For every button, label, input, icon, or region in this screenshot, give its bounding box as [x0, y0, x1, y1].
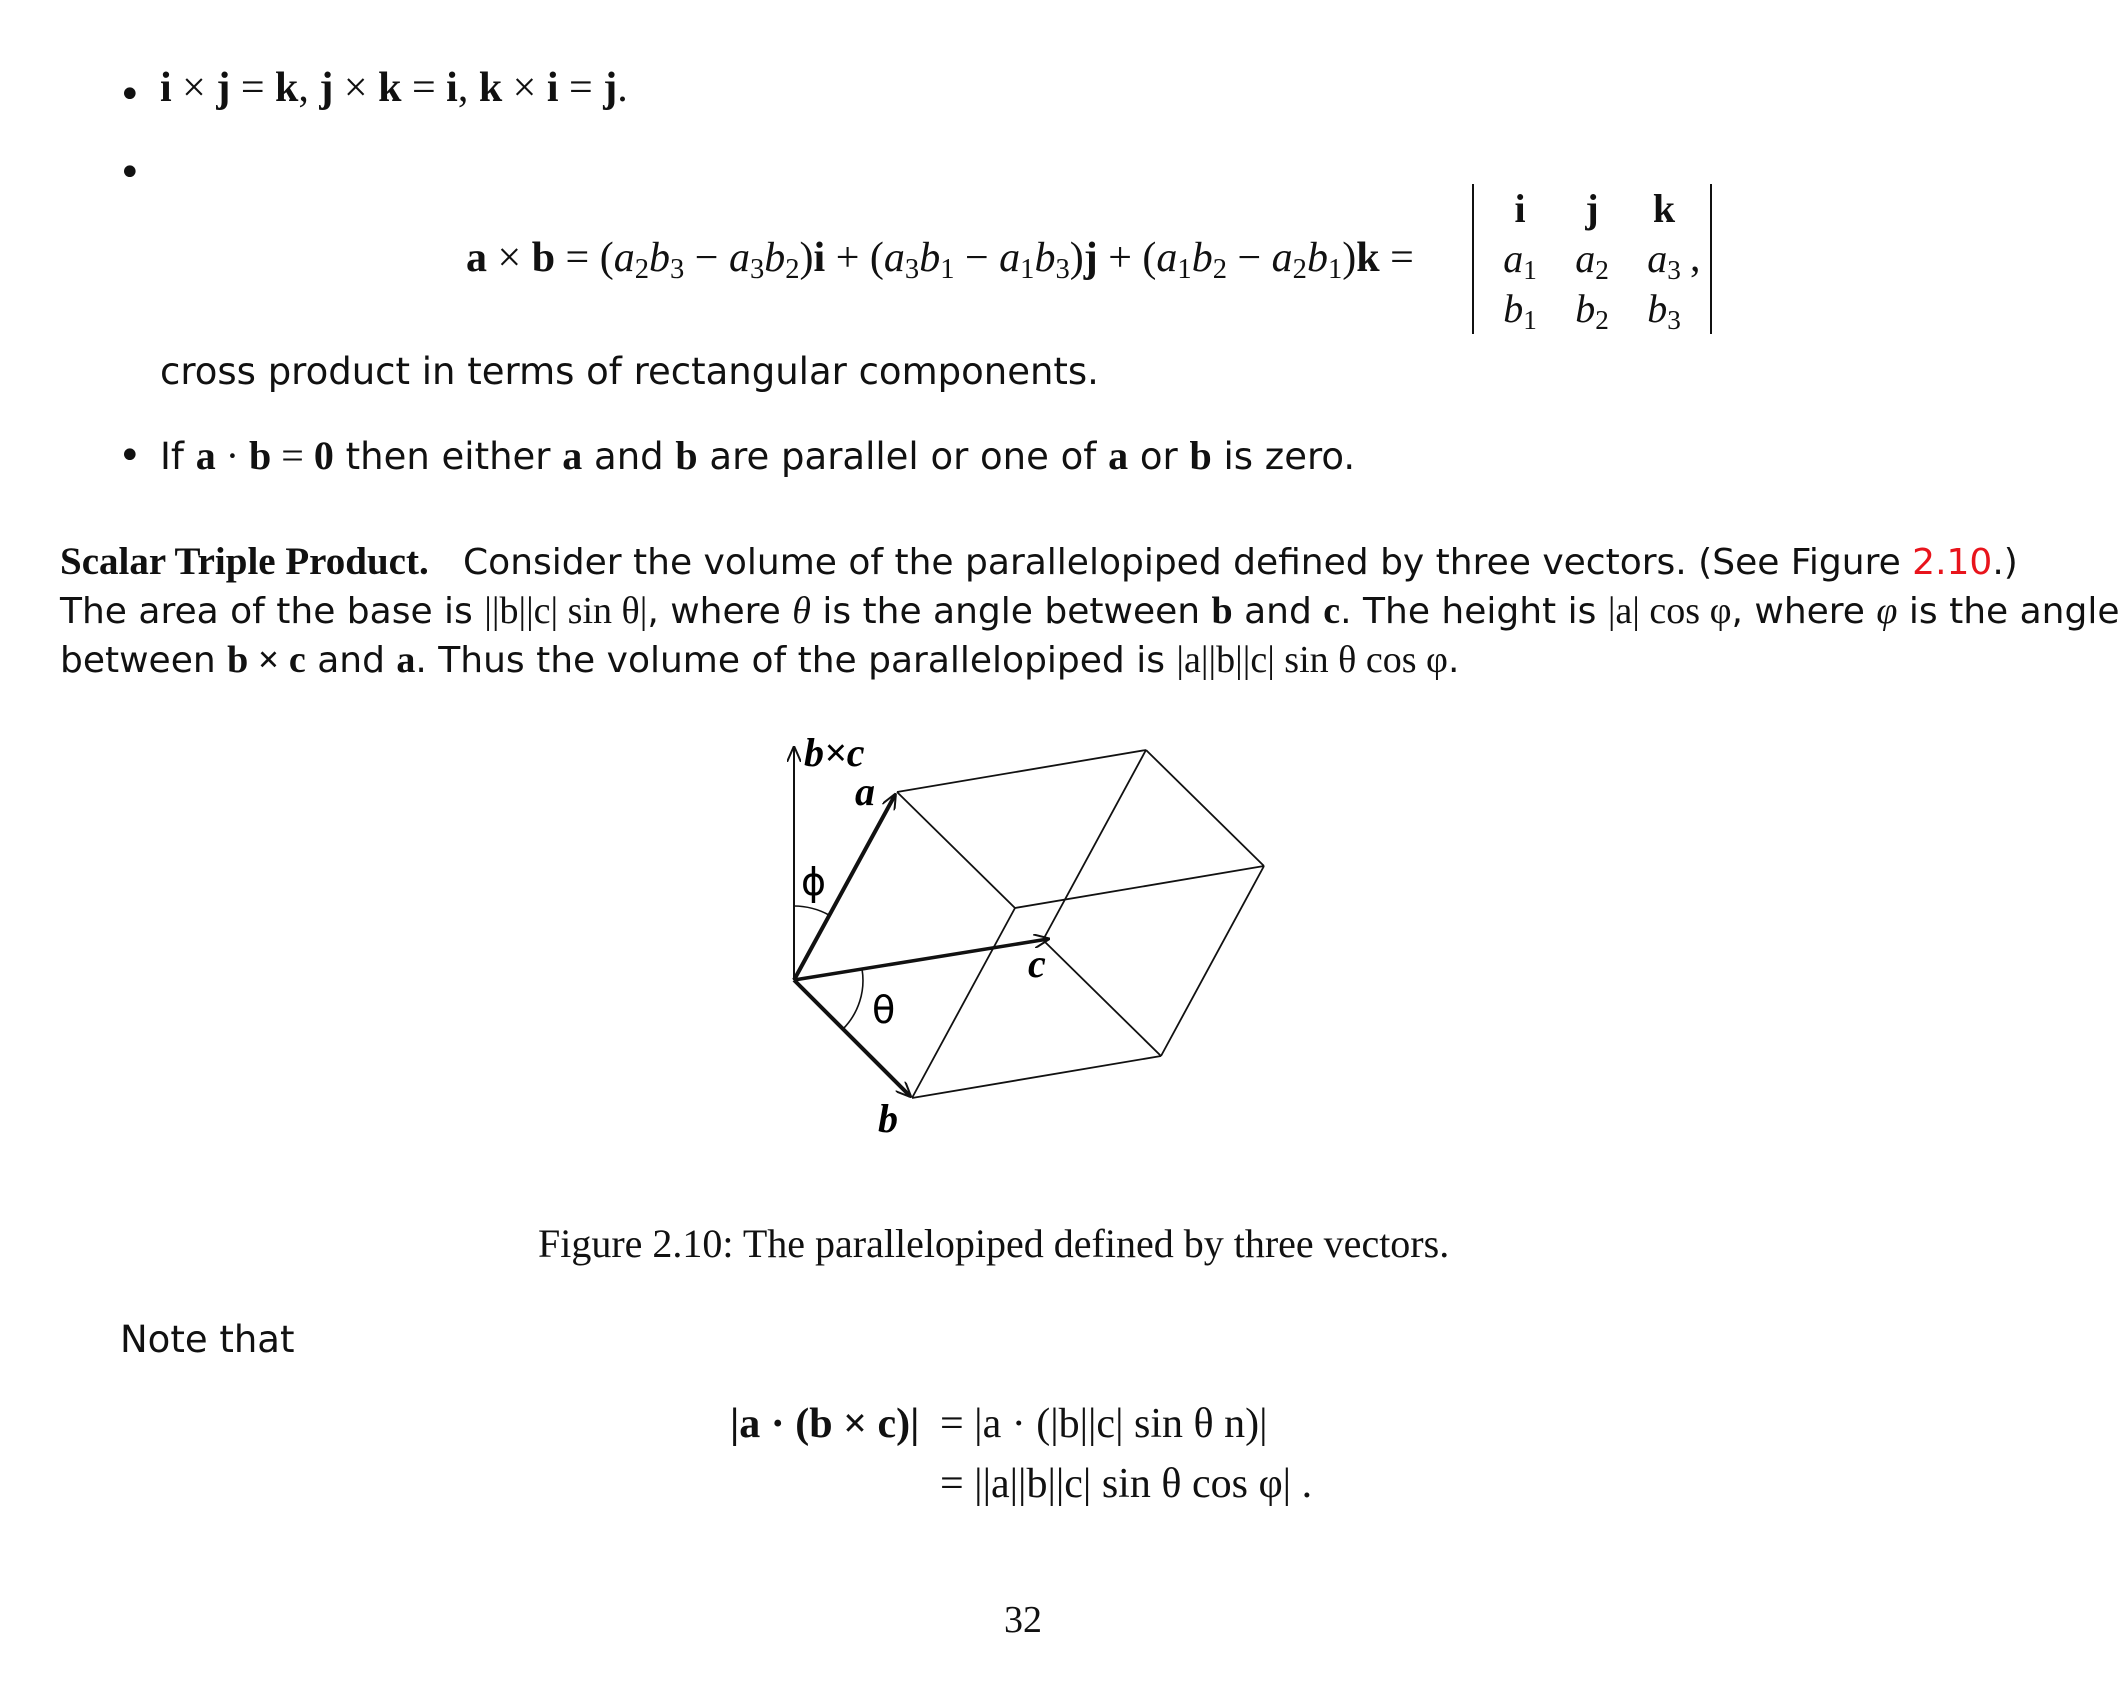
label-b: b — [878, 1096, 898, 1141]
paragraph-line-2: The area of the base is ||b||c| sin θ|, where θ is the angle between b and c. The height is |a| cos φ, where φ is the angle — [60, 590, 2119, 632]
vector-c-arrow — [794, 939, 1048, 980]
note-text: Note that — [120, 1318, 295, 1361]
edge — [912, 1056, 1161, 1098]
label-b-cross-c: b×c — [804, 730, 865, 775]
edge — [1043, 940, 1161, 1056]
bullet-3-text: If a · b = 0 then either a and b are parallel or one of a or b is zero. — [160, 433, 1356, 478]
bullet-marker-2: • — [118, 150, 142, 196]
edge — [912, 908, 1015, 1098]
edge — [1161, 866, 1264, 1056]
det-cell: i — [1514, 186, 1526, 231]
edge — [1015, 866, 1264, 908]
label-phi: ϕ — [801, 860, 827, 904]
paragraph-line-1: Scalar Triple Product. Consider the volume of the parallelopiped defined by three vectors. (See Figure 2.10.) — [60, 540, 2018, 583]
determinant-comma: , — [1690, 235, 1701, 281]
det-cell: $a_2$ — [1575, 236, 1609, 285]
paragraph-line-3: between b × c and a. Thus the volume of the parallelopiped is |a||b||c| sin θ cos φ. — [60, 639, 1460, 681]
edge — [1043, 750, 1146, 940]
label-c: c — [1028, 941, 1046, 986]
det-cell: $b_2$ — [1575, 286, 1609, 335]
cross-product-equation: $a \times b = (a_2b_3 - a_3b_2)i + (a_3b_1 - a_1b_3)j + (a_1b_2 - a_2b_1)k$ = — [466, 235, 1414, 286]
det-cell: $a_3$ — [1647, 236, 1681, 285]
det-cell: k — [1652, 186, 1676, 231]
bullet-marker-1: • — [118, 72, 142, 118]
label-a: a — [855, 769, 875, 814]
bullet-1-equations: i × j = k, j × k = i, k × i = j. — [160, 65, 628, 111]
cross-product-caption: cross product in terms of rectangular components. — [160, 350, 1099, 393]
bullet-marker-3: • — [118, 433, 142, 479]
label-theta: θ — [872, 988, 896, 1032]
equation-line-1-rhs: = |a · (|b||c| sin θ n)| — [940, 1401, 1268, 1447]
equation-line-2-rhs: = ||a||b||c| sin θ cos φ| . — [940, 1461, 1313, 1507]
edge — [897, 792, 1015, 908]
angle-theta-arc — [843, 969, 863, 1029]
det-cell: j — [1585, 186, 1599, 231]
edge — [897, 750, 1146, 792]
det-cell: $b_3$ — [1647, 286, 1681, 335]
equation-line-1-lhs: |a · (b × c)| — [730, 1401, 920, 1447]
det-cell: $a_1$ — [1503, 236, 1537, 285]
edge — [1146, 750, 1264, 866]
figure-caption: Figure 2.10: The parallelopiped defined by three vectors. — [538, 1221, 1450, 1266]
page-number: 32 — [1004, 1599, 1042, 1641]
angle-phi-arc — [794, 906, 829, 915]
parallelopiped-edges — [897, 750, 1264, 1098]
det-cell: $b_1$ — [1503, 286, 1537, 335]
figure-reference-link[interactable]: 2.10 — [1912, 542, 1993, 583]
section-heading: Scalar Triple Product. — [60, 540, 429, 583]
